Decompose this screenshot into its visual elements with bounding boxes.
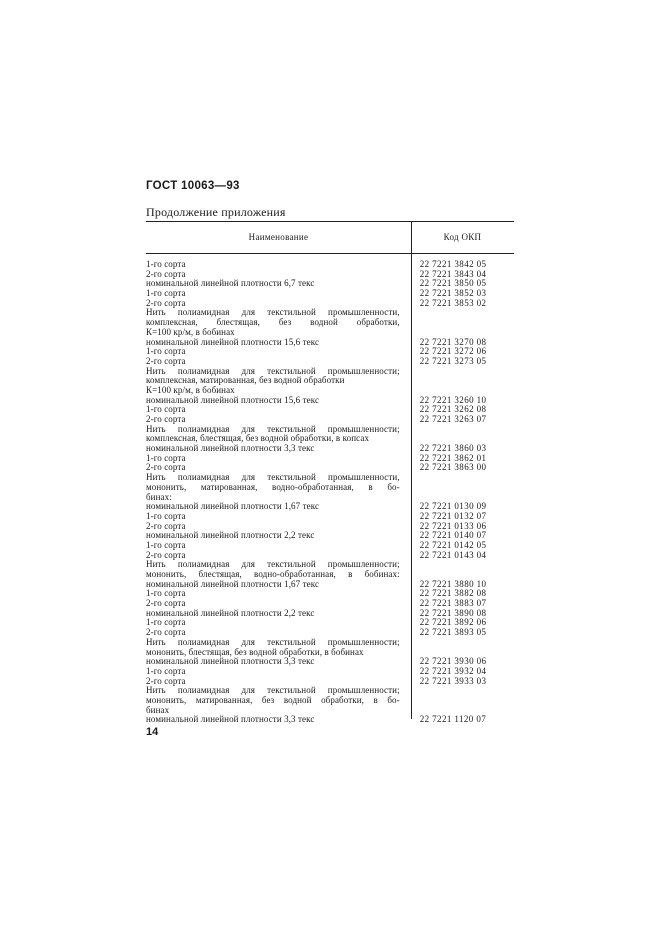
row-name: К=100 кр/м, в бобинах (146, 385, 235, 395)
row-name: мононить, блестящая, без водной обработки, в бобинах (146, 647, 364, 657)
row-okp-code: 22 7221 3260 10 (419, 394, 487, 405)
column-header-okp-code: Код ОКП (443, 232, 482, 242)
row-okp-code (404, 686, 514, 696)
row-okp-code: 22 7221 3852 03 (419, 288, 487, 299)
row-okp-code: 22 7221 0133 06 (419, 520, 487, 531)
table-row (146, 376, 514, 386)
row-okp-code: 22 7221 3272 06 (419, 346, 487, 357)
table-row (146, 318, 514, 328)
row-name: номинальной линейной плотности 3,3 текс (146, 444, 315, 454)
table-row (146, 628, 514, 638)
page-number: 14 (146, 726, 159, 738)
row-okp-code: 22 7221 3270 08 (419, 336, 487, 347)
row-okp-code (404, 308, 514, 318)
row-okp-code: 22 7221 1120 07 (419, 714, 487, 725)
table-row (146, 463, 514, 473)
row-okp-code (404, 473, 514, 483)
row-name: 1-го сорта (146, 289, 186, 299)
row-name: мононить, матированная, без водной обработки, в бо- (146, 695, 400, 705)
row-name: 1-го сорта (146, 618, 186, 628)
table-row (146, 677, 514, 687)
row-name: Нить полиамидная для текстильной промышленности; (146, 424, 400, 434)
row-okp-code (404, 425, 514, 435)
table-row (146, 308, 514, 318)
table-row (146, 686, 514, 696)
row-name: номинальной линейной плотности 3,3 текс (146, 715, 315, 725)
row-name: 1-го сорта (146, 347, 186, 357)
row-okp-code: 22 7221 3933 03 (419, 675, 487, 686)
row-name: Нить полиамидная для текстильной промышленности; (146, 366, 400, 376)
row-name: Нить полиамидная для текстильной промышленности; (146, 686, 400, 696)
row-okp-code (404, 638, 514, 648)
row-name: 1-го сорта (146, 260, 186, 269)
row-okp-code: 22 7221 3930 06 (419, 656, 487, 667)
document-standard-title: ГОСТ 10063—93 (146, 180, 240, 192)
appendix-continuation-caption: Продолжение приложения (146, 205, 286, 219)
row-okp-code: 22 7221 3880 10 (419, 578, 487, 589)
row-okp-code: 22 7221 3862 01 (419, 452, 487, 463)
row-name: номинальной линейной плотности 3,3 текс (146, 657, 315, 667)
row-okp-code (404, 376, 514, 386)
row-name: К=100 кр/м, в бобинах (146, 327, 235, 337)
table-row (146, 473, 514, 483)
row-okp-code: 22 7221 3262 08 (419, 404, 487, 415)
row-name: 2-го сорта (146, 599, 186, 609)
table-row (146, 560, 514, 570)
row-name: бинах: (146, 492, 172, 502)
row-okp-code (404, 696, 514, 706)
row-okp-code: 22 7221 3932 04 (419, 665, 487, 676)
row-name: 1-го сорта (146, 589, 186, 599)
row-okp-code: 22 7221 3853 02 (419, 297, 487, 308)
row-name: номинальной линейной плотности 15,6 текс (146, 395, 320, 405)
row-name: 2-го сорта (146, 463, 186, 473)
row-okp-code: 22 7221 3883 07 (419, 598, 487, 609)
row-name: 2-го сорта (146, 298, 186, 308)
row-name: 1-го сорта (146, 405, 186, 415)
row-okp-code (404, 483, 514, 493)
row-okp-code: 22 7221 3863 00 (419, 462, 487, 473)
row-name: Нить полиамидная для текстильной промышленности, (146, 308, 400, 318)
row-name: номинальной линейной плотности 2,2 текс (146, 531, 315, 541)
row-name: номинальной линейной плотности 1,67 текс (146, 579, 320, 589)
row-okp-code: 22 7221 3842 05 (419, 259, 487, 269)
table-top-rule (146, 221, 514, 222)
row-okp-code: 22 7221 0142 05 (419, 539, 487, 550)
table-row (146, 415, 514, 425)
row-name: номинальной линейной плотности 15,6 текс (146, 337, 320, 347)
row-name: бинах (146, 705, 170, 715)
row-name: Нить полиамидная для текстильной промышленности; (146, 560, 400, 570)
row-name: номинальной линейной плотности 1,67 текс (146, 502, 320, 512)
row-okp-code: 22 7221 3263 07 (419, 414, 487, 424)
row-name: 2-го сорта (146, 356, 186, 366)
row-name: Нить полиамидная для текстильной промышленности, (146, 473, 400, 483)
row-name: мононить, блестящая, водно-обработанная, в бобинах: (146, 570, 400, 579)
row-name: 2-го сорта (146, 415, 186, 424)
row-name: 1-го сорта (146, 511, 186, 521)
row-okp-code: 22 7221 3892 06 (419, 617, 487, 628)
row-okp-code: 22 7221 3882 08 (419, 588, 487, 599)
row-okp-code: 22 7221 3850 05 (419, 278, 487, 289)
row-okp-code (404, 560, 514, 570)
row-okp-code: 22 7221 3860 03 (419, 443, 487, 454)
row-name: мононить, матированная, водно-обработанная, в бо- (146, 482, 400, 492)
row-name: 1-го сорта (146, 540, 186, 550)
row-name: комплексная, блестящая, без водной обработки, в копсах (146, 434, 370, 444)
row-name: номинальной линейной плотности 6,7 текс (146, 279, 315, 289)
row-name: 2-го сорта (146, 628, 186, 638)
row-okp-code (404, 318, 514, 328)
table-row (146, 425, 514, 435)
column-header-name: Наименование (248, 232, 309, 242)
row-name: комплексная, блестящая, без водной обработки, (146, 318, 400, 328)
row-name: 2-го сорта (146, 269, 186, 279)
row-name: комплексная, матированная, без водной обработки (146, 376, 345, 386)
row-okp-code: 22 7221 0140 07 (419, 530, 487, 541)
table-header-rule (146, 253, 514, 254)
table-row (146, 367, 514, 377)
table-row (146, 299, 514, 309)
row-name: 1-го сорта (146, 453, 186, 463)
row-okp-code: 22 7221 3890 08 (419, 607, 487, 618)
table-row (146, 638, 514, 648)
okp-code-table (146, 221, 514, 725)
table-body (146, 260, 514, 725)
row-okp-code: 22 7221 0130 09 (419, 501, 487, 512)
table-row (146, 483, 514, 493)
table-row (146, 357, 514, 367)
table-row (146, 696, 514, 706)
table-row (146, 551, 514, 561)
row-okp-code: 22 7221 3273 05 (419, 355, 487, 366)
row-okp-code: 22 7221 0143 04 (419, 549, 487, 560)
row-name: 1-го сорта (146, 666, 186, 676)
row-name: 2-го сорта (146, 550, 186, 560)
row-okp-code: 22 7221 3893 05 (419, 627, 487, 638)
row-okp-code (404, 367, 514, 377)
row-name: Нить полиамидная для текстильной промышленности; (146, 637, 400, 647)
row-name: 2-го сорта (146, 521, 186, 531)
row-name: 2-го сорта (146, 676, 186, 686)
table-row (146, 715, 514, 725)
row-name: номинальной линейной плотности 2,2 текс (146, 608, 315, 618)
row-okp-code: 22 7221 0132 07 (419, 510, 487, 521)
row-okp-code: 22 7221 3843 04 (419, 268, 487, 279)
